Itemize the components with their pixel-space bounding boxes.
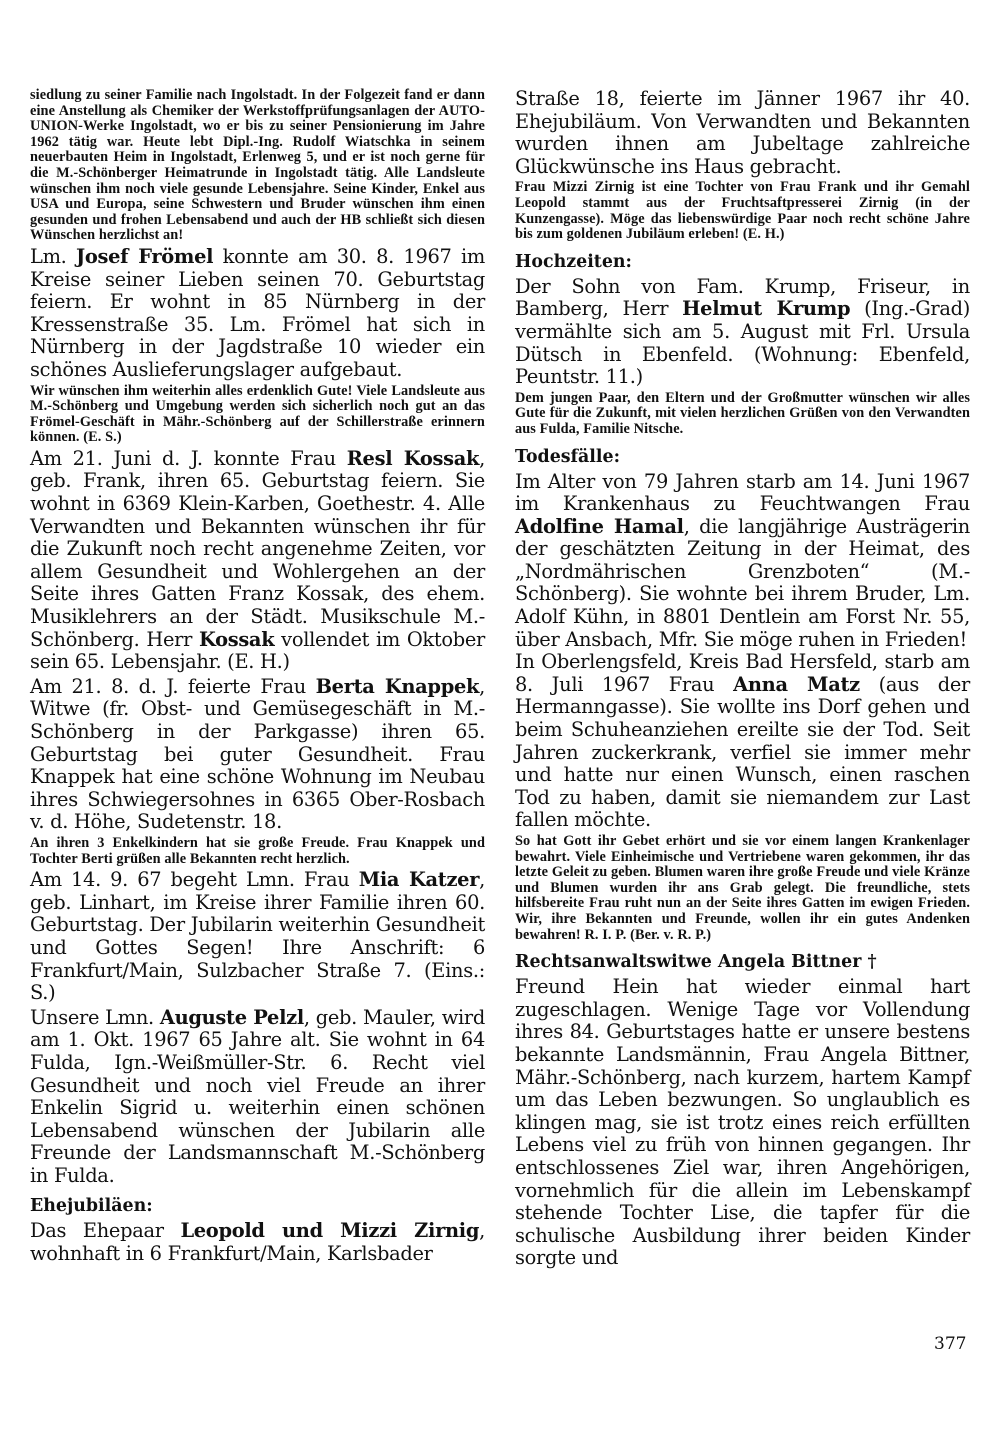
- person-name: Resl Kossak: [346, 446, 480, 470]
- paragraph-krump-wishes: Dem jungen Paar, den Eltern und der Großmutter wünschen wir alles Gute für die Zukunft, mit vielen herzlichen Grüßen von den Verwandten aus Fulda, Familie Nitsche.: [515, 389, 970, 437]
- paragraph-froemel: Lm. Josef Frömel konnte am 30. 8. 1967 im Kreise seiner Lieben seinen 70. Geburtstag feiern. Er wohnt in 85 Nürnberg in der Kressenstraße 35. Lm. Frömel hat sich in Nürnberg in der Jagdstraße 10 wieder ein schönes Auslieferungslager aufgebaut.: [30, 244, 485, 381]
- left-column: [30, 88, 485, 1266]
- person-name: Helmut Krump: [682, 297, 851, 321]
- paragraph-zirnig-continued: Straße 18, feierte im Jänner 1967 ihr 40. Ehejubiläum. Von Verwandten und Bekannten wurden ihnen am Jubeltage zahlreiche Glückwünsche ins Haus gebracht.: [515, 87, 970, 178]
- section-heading-ehejubilaeen: Ehejubiläen:: [30, 1196, 153, 1217]
- person-name: Kossak: [198, 627, 275, 651]
- person-name: Anna Matz: [733, 672, 860, 696]
- paragraph-hamal: Im Alter von 79 Jahren starb am 14. Juni 1967 im Krankenhaus zu Feuchtwangen Frau Adolfine Hamal, die langjährige Austrägerin der geschätzten Zeitung in der Heimat, des „Nordmährischen Grenzboten“ (M.-Schönberg). Sie wohnte bei ihrem Bruder, Lm. Adolf Kühn, in 8801 Dentlein am Forst Nr. 55, über Ansbach, Mfr. Sie möge ruhen in Frieden!: [515, 469, 970, 651]
- person-name: Adolfine Hamal: [515, 514, 684, 538]
- paragraph-pelzl: Unsere Lmn. Auguste Pelzl, geb. Mauler, wird am 1. Okt. 1967 65 Jahre alt. Sie wohnt in 64 Fulda, Ign.-Weißmüller-Str. 6. Recht viel Gesundheit und noch viel Freude an ihrer Enkelin Sigrid u. weiterhin einen schönen Lebensabend wünschen der Jubilarin alle Freunde der Landsmannschaft M.-Schönberg in Fulda.: [30, 1005, 485, 1187]
- person-name: Berta Knappek: [315, 674, 480, 698]
- paragraph-kossak: Am 21. Juni d. J. konnte Frau Resl Kossak, geb. Frank, ihren 65. Geburtstag feiern. Sie wohnt in 6369 Klein-Karben, Goethestr. 4. Alle Verwandten und Bekannten wünschen ihr für die Zukunft noch recht angenehme Zeiten, vor allem Gesundheit und Wohlergehen an der Seite ihres Gatten Franz Kossak, des ehem. Musiklehrers an der Städt. Musikschule M.-Schönberg. Herr Kossak vollendet im Oktober sein 65. Lebensjahr. (E. H.): [30, 446, 485, 674]
- paragraph-wiatschka: siedlung zu seiner Familie nach Ingolstadt. In der Folgezeit fand er dann eine Anstellung als Chemiker der Werkstoffprüfungsanlagen der AUTO-UNION-Werke Ingolstadt, wo er bis zu seiner Pensionierung im Jahre 1962 tätig war. Heute lebt Dipl.-Ing. Rudolf Wiatschka in seinem neuerbauten Heim in Ingolstadt, Erlenweg 5, und er ist noch gerne für die M.-Schönberger Heimatrunde in Ingolstadt tätig. Alle Landsleute wünschen ihm noch viele gesunde Lebensjahre. Seine Kinder, Enkel aus USA und Europa, seine Schwestern und Bruder wünschen ihm einen gesunden und frohen Lebensabend und auch der HB schließt sich diesen Wünschen herzlichst an!: [30, 87, 485, 244]
- paragraph-matz: In Oberlengsfeld, Kreis Bad Hersfeld, starb am 8. Juli 1967 Frau Anna Matz (aus der Hermanngasse). Sie wollte ins Dorf gehen und beim Schuheanziehen ereilte sie der Tod. Seit Jahren zuckerkrank, verfiel sie immer mehr und hatte nur einen Wunsch, einen raschen Tod zu haben, damit sie niemandem zur Last fallen möchte.: [515, 650, 970, 832]
- section-heading-hochzeiten: Hochzeiten:: [515, 251, 632, 272]
- person-name: Josef Frömel: [75, 244, 214, 268]
- paragraph-bittner: Freund Hein hat wieder einmal hart zugeschlagen. Wenige Tage vor Vollendung ihres 84. Geburtstages hatte er unsere bestens bekannte Landsmännin, Frau Angela Bittner, Mähr.-Schönberg, nach kurzem, hartem Kampf um das Leben bezwungen. So unglaublich es klingen mag, sie ist trotz eines reich erfüllten Lebens viel zu früh von hinnen gegangen. Ihr entschlossenes Ziel war, ihren Angehörigen, vornehmlich für die allein im Lebenskampf stehende Tochter Lise, die tapfer für die schulische Ausbildung ihrer beiden Kinder sorgte und: [515, 975, 970, 1270]
- paragraph-katzer: Am 14. 9. 67 begeht Lmn. Frau Mia Katzer, geb. Linhart, im Kreise ihrer Familie ihren 60. Geburtstag. Der Jubilarin weiterhin Gesundheit und Gottes Segen! Ihre Anschrift: 6 Frankfurt/Main, Sulzbacher Straße 7. (Eins.: S.): [30, 868, 485, 1005]
- paragraph-zirnig-wishes: Frau Mizzi Zirnig ist eine Tochter von Frau Frank und ihr Gemahl Leopold stammt aus der Fruchtsaftpresserei Zirnig (in der Kunzengasse). Möge das liebenswürdige Paar noch recht schöne Jahre bis zum goldenen Jubiläum erleben! (E. H.): [515, 179, 970, 243]
- page-number: 377: [934, 1334, 967, 1354]
- paragraph-matz-funeral: So hat Gott ihr Gebet erhört und sie vor einem langen Krankenlager bewahrt. Viele Einheimische und Vertriebene waren gekommen, ihr das letzte Geleit zu geben. Blumen waren ihre große Freude und viele Kränze und Blumen wurden ihr ans Grab gelegt. Die freundliche, stets hilfsbereite Frau ruht nun an der Seite ihres Gatten im ewigen Frieden. Wir, ihre Bekannten und Freunde, wollen ihr ein gutes Andenken bewahren! R. I. P. (Ber. v. R. P.): [515, 833, 970, 943]
- right-column: [515, 88, 970, 1270]
- paragraph-krump: Der Sohn von Fam. Krump, Friseur, in Bamberg, Herr Helmut Krump (Ing.-Grad) vermählte sich am 5. August mit Frl. Ursula Dütsch in Ebenfeld. (Wohnung: Ebenfeld, Peuntstr. 11.): [515, 274, 970, 389]
- paragraph-zirnig: Das Ehepaar Leopold und Mizzi Zirnig, wohnhaft in 6 Frankfurt/Main, Karlsbader: [30, 1219, 485, 1266]
- person-name: Leopold und Mizzi Zirnig: [180, 1219, 480, 1243]
- section-heading-bittner: Rechtsanwaltswitwe Angela Bittner †: [515, 952, 877, 973]
- person-name: Auguste Pelzl: [159, 1005, 304, 1029]
- section-heading-todesfaelle: Todesfälle:: [515, 446, 621, 467]
- paragraph-froemel-wishes: Wir wünschen ihm weiterhin alles erdenklich Gute! Viele Landsleute aus M.-Schönberg und Umgebung werden sich sicherlich noch gut an das Frömel-Geschäft in Mähr.-Schönberg auf der Schillerstraße erinnern können. (E. S.): [30, 382, 485, 446]
- paragraph-knappek: Am 21. 8. d. J. feierte Frau Berta Knappek, Witwe (fr. Obst- und Gemüsegeschäft in M.-Schönberg in der Parkgasse) ihren 65. Geburtstag bei guter Gesundheit. Frau Knappek hat eine schöne Wohnung im Neubau ihres Schwiegersohnes in 6365 Ober-Rosbach v. d. Höhe, Sudetenstr. 18.: [30, 674, 485, 834]
- person-name: Mia Katzer: [358, 868, 480, 892]
- paragraph-knappek-grandchildren: An ihren 3 Enkelkindern hat sie große Freude. Frau Knappek und Tochter Berti grüßen alle Bekannten recht herzlich.: [30, 834, 485, 867]
